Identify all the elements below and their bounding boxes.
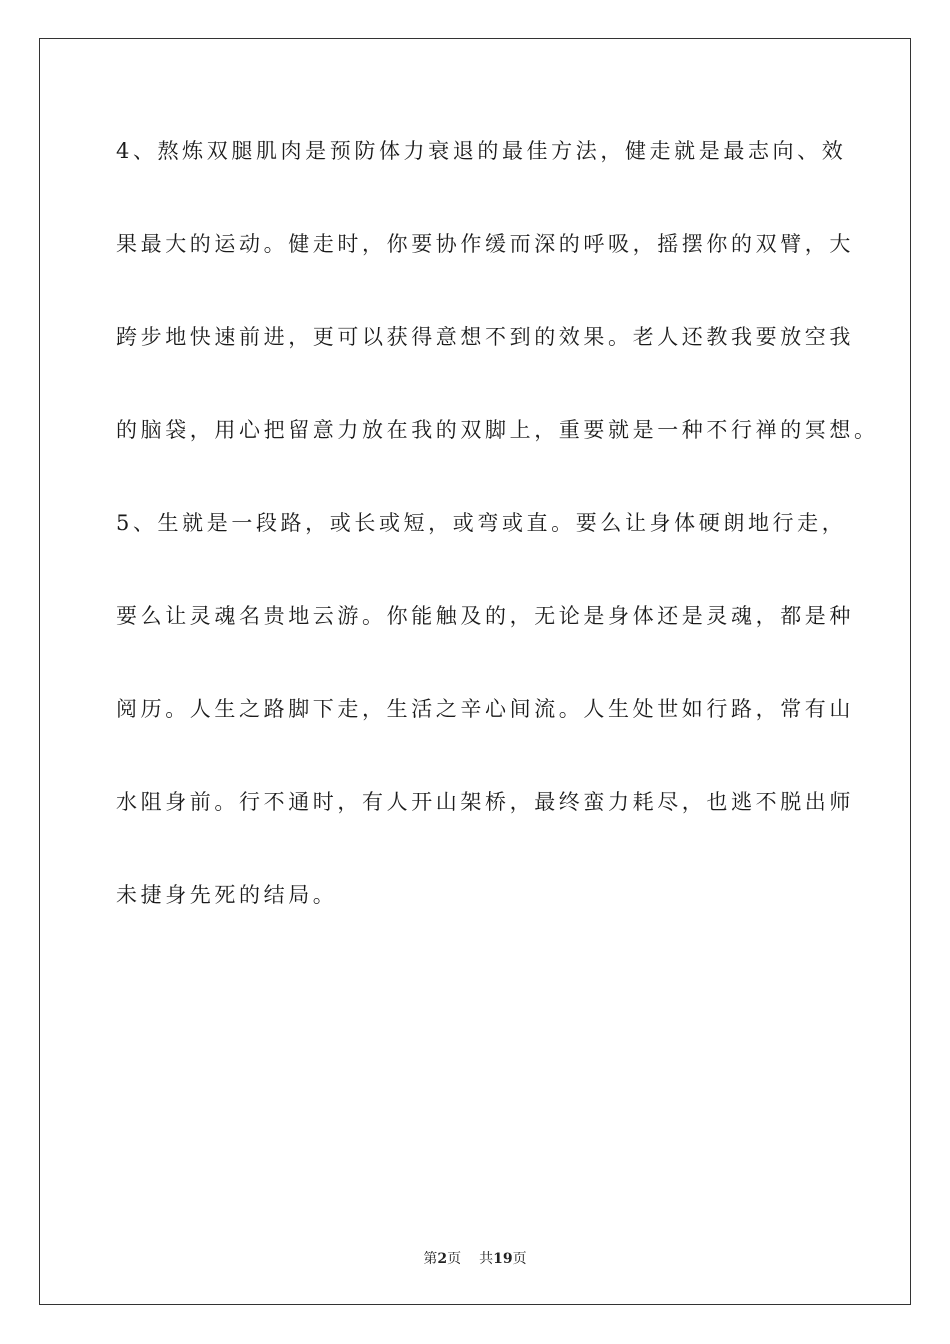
text-line-8: 水阻身前。行不通时，有人开山架桥，最终蛮力耗尽，也逃不脱出师 [116, 790, 854, 814]
page-label-prefix: 第 [423, 1251, 438, 1267]
document-body [116, 128, 879, 965]
text-line-6: 要么让灵魂名贵地云游。你能触及的，无论是身体还是灵魂，都是种 [116, 604, 854, 628]
page-footer [0, 1248, 950, 1268]
text-line-5: 5、生就是一段路，或长或短，或弯或直。要么让身体硬朗地行走， [116, 511, 847, 535]
page-number: 2 [437, 1251, 448, 1267]
total-label-suffix: 页 [512, 1251, 527, 1267]
page-label-suffix: 页 [447, 1251, 462, 1267]
text-line-3: 跨步地快速前进，更可以获得意想不到的效果。老人还教我要放空我 [116, 325, 854, 349]
text-line-9: 未捷身先死的结局。 [116, 883, 338, 907]
text-line-2: 果最大的运动。健走时，你要协作缓而深的呼吸，摇摆你的双臂，大 [116, 232, 854, 256]
text-line-4: 的脑袋，用心把留意力放在我的双脚上，重要就是一种不行禅的冥想。 [116, 418, 879, 442]
text-line-7: 阅历。人生之路脚下走，生活之辛心间流。人生处世如行路，常有山 [116, 697, 854, 721]
total-label-prefix: 共 [479, 1251, 494, 1267]
total-pages: 19 [493, 1251, 513, 1267]
text-line-1: 4、熬炼双腿肌肉是预防体力衰退的最佳方法，健走就是最志向、效 [116, 139, 847, 163]
